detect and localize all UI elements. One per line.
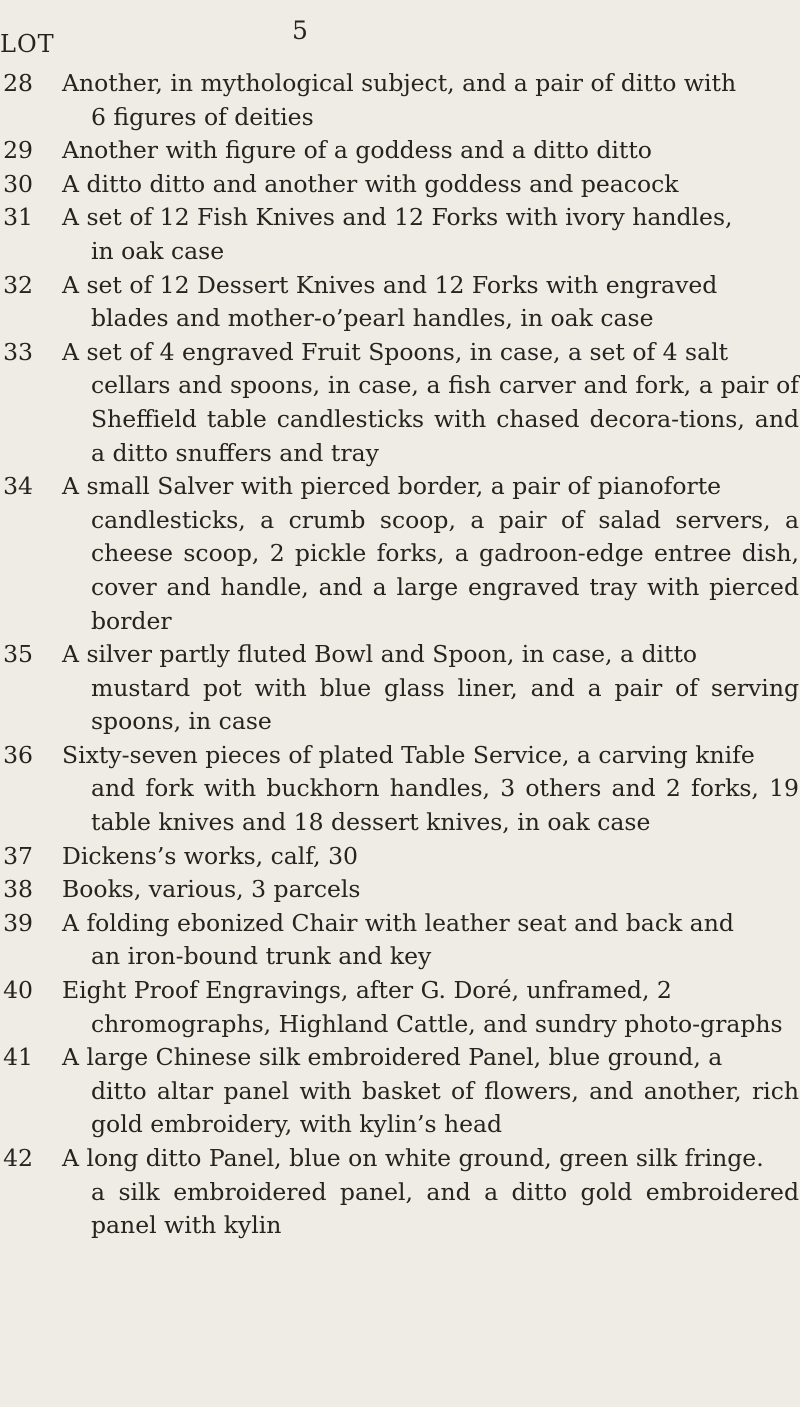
lot-number: 30 xyxy=(3,169,33,198)
lot-description-continued: blades and mother-o’pearl handles, in oak case xyxy=(91,304,654,333)
lot-description-continued: chromographs, Highland Cattle, and sundry photo-graphs xyxy=(91,1009,783,1038)
lot-description xyxy=(62,907,799,974)
lot-number: 28 xyxy=(3,69,33,97)
lot-number: 33 xyxy=(3,337,33,366)
lot-item xyxy=(0,873,800,907)
lot-number: 37 xyxy=(3,841,33,870)
page-number: 5 xyxy=(292,16,308,45)
lot-description-first-line: A folding ebonized Chair with leather seat and back and xyxy=(62,908,734,937)
lot-number: 35 xyxy=(3,640,33,669)
lot-number: 42 xyxy=(3,1144,33,1172)
lot-item xyxy=(0,974,800,1041)
lot-number: 38 xyxy=(3,875,33,904)
lot-description xyxy=(62,840,799,874)
lot-description-first-line: A silver partly fluted Bowl and Spoon, in case, a ditto xyxy=(62,640,698,669)
lot-item xyxy=(0,336,800,470)
lot-item xyxy=(0,67,800,134)
lot-description xyxy=(62,1142,799,1243)
lot-description-continued: a silk embroidered panel, and a ditto gold embroidered panel with kylin xyxy=(91,1177,799,1240)
lot-item xyxy=(0,168,800,202)
lot-description-first-line: Books, various, 3 parcels xyxy=(62,875,361,904)
lot-description-first-line: Sixty-seven pieces of plated Table Service, a carving knife xyxy=(62,740,755,769)
lot-item xyxy=(0,907,800,974)
lot-item xyxy=(0,840,800,874)
lot-description xyxy=(62,201,799,268)
lot-description xyxy=(62,336,799,470)
lot-description-first-line: A set of 4 engraved Fruit Spoons, in case, a set of 4 salt xyxy=(62,337,729,366)
lot-description xyxy=(62,739,799,840)
lot-description xyxy=(62,168,799,202)
lot-item xyxy=(0,134,800,168)
lot-item xyxy=(0,470,800,638)
lot-description xyxy=(62,67,799,134)
lot-description xyxy=(62,269,799,336)
lot-description-continued: an iron-bound trunk and key xyxy=(91,942,432,971)
lot-description xyxy=(62,1041,799,1142)
lot-description xyxy=(62,638,799,739)
lot-description-first-line: A large Chinese silk embroidered Panel, blue ground, a xyxy=(62,1043,723,1072)
lot-description-first-line: A set of 12 Dessert Knives and 12 Forks with engraved xyxy=(62,270,718,299)
lot-number: 32 xyxy=(3,270,33,299)
lot-description-continued: mustard pot with blue glass liner, and a pair of serving spoons, in case xyxy=(91,673,799,736)
lot-description xyxy=(62,974,799,1041)
lot-description-first-line: Another, in mythological subject, and a pair of ditto with xyxy=(62,69,737,97)
lot-description xyxy=(62,873,799,907)
lot-description-continued: ditto altar panel with basket of flowers, and another, rich gold embroidery, with kylin’s head xyxy=(91,1076,799,1139)
lot-number: 31 xyxy=(3,203,33,232)
lot-item xyxy=(0,1142,800,1243)
lot-number: 36 xyxy=(3,740,33,769)
lot-description-first-line: Another with figure of a goddess and a ditto ditto xyxy=(62,136,652,165)
lot-description xyxy=(62,134,799,168)
lot-description-continued: in oak case xyxy=(91,236,225,265)
lot-column-header: LOT xyxy=(0,30,55,58)
lot-number: 29 xyxy=(3,136,33,165)
lot-number: 40 xyxy=(3,976,33,1005)
lot-description-first-line: Dickens’s works, calf, 30 xyxy=(62,841,358,870)
lot-description-first-line: A set of 12 Fish Knives and 12 Forks with ivory handles, xyxy=(62,203,733,232)
lot-item xyxy=(0,201,800,268)
lot-item xyxy=(0,739,800,840)
lot-list xyxy=(0,67,800,1243)
lot-number: 39 xyxy=(3,908,33,937)
lot-description-first-line: A small Salver with pierced border, a pair of pianoforte xyxy=(62,472,722,501)
lot-item xyxy=(0,1041,800,1142)
lot-description-continued: cellars and spoons, in case, a fish carver and fork, a pair of Sheffield table candlesticks with chased decora-tions, and a ditto snuffers and tray xyxy=(91,371,799,467)
lot-description-continued: 6 figures of deities xyxy=(91,102,314,131)
lot-item xyxy=(0,638,800,739)
lot-description-first-line: A long ditto Panel, blue on white ground, green silk fringe. xyxy=(62,1144,764,1172)
lot-description-continued: and fork with buckhorn handles, 3 others and 2 forks, 19 table knives and 18 dessert knives, in oak case xyxy=(91,774,799,837)
lot-description-first-line: Eight Proof Engravings, after G. Doré, unframed, 2 xyxy=(62,976,672,1005)
lot-number: 34 xyxy=(3,472,33,501)
lot-number: 41 xyxy=(3,1043,33,1072)
lot-item xyxy=(0,269,800,336)
lot-description xyxy=(62,470,799,638)
lot-description-first-line: A ditto ditto and another with goddess and peacock xyxy=(62,169,679,198)
lot-description-continued: candlesticks, a crumb scoop, a pair of salad servers, a cheese scoop, 2 pickle forks, a gadroon-edge entree dish, cover and handle, and a large engraved tray with pierced border xyxy=(91,505,799,635)
